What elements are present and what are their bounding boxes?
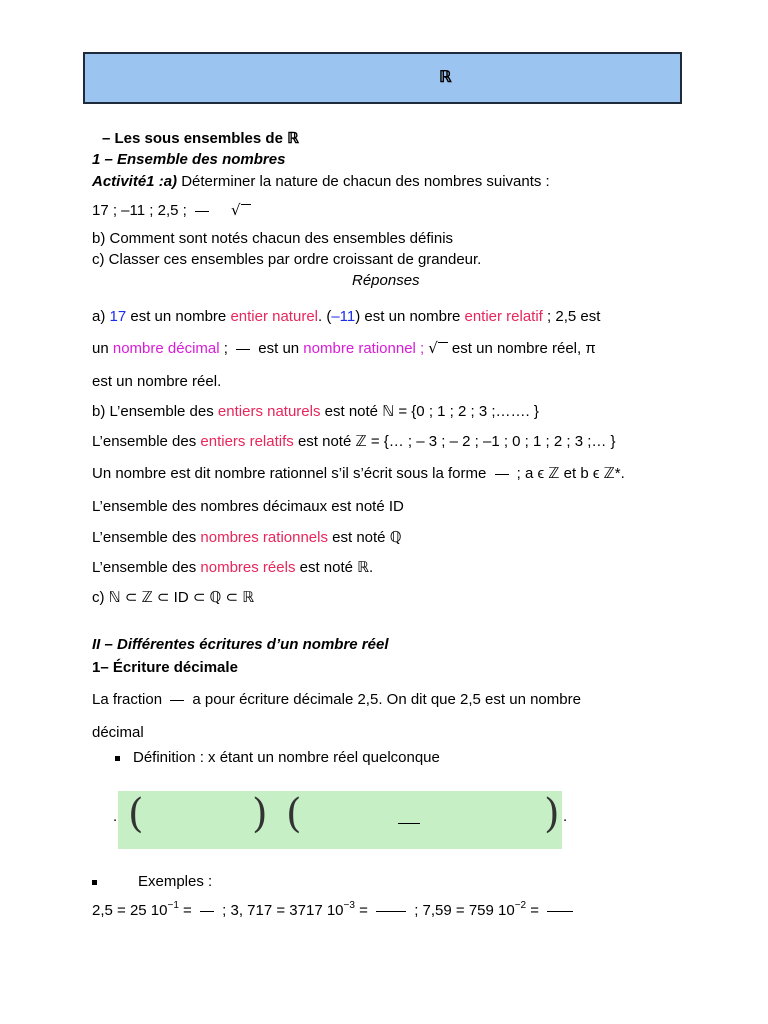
fraction-sentence xyxy=(92,691,581,708)
sqrt-bar xyxy=(241,204,251,205)
reals-set xyxy=(92,558,373,576)
fraction-bar xyxy=(200,911,214,912)
text: Un nombre est dit nombre rationnel s’il s’écrit sous la forme xyxy=(92,465,491,482)
text: ; a ϵ ℤ et b ϵ ℤ*. xyxy=(512,465,625,482)
fraction-bar xyxy=(170,700,184,701)
example-2: ; 3, 717 = 3717 10 xyxy=(218,902,344,919)
exponent: −2 xyxy=(514,900,527,911)
fraction-bar xyxy=(376,911,406,912)
fraction-bar xyxy=(398,823,420,824)
fraction-bar xyxy=(195,211,209,212)
sqrt-bar xyxy=(438,342,448,343)
fraction-bar xyxy=(236,349,250,350)
activity-label: Activité1 :a) xyxy=(92,173,178,190)
question-c: c) Classer ces ensembles par ordre croissant de grandeur. xyxy=(92,251,482,268)
text: = xyxy=(354,902,373,919)
definition-text: Définition : x étant un nombre réel quelconque xyxy=(133,749,440,766)
rationals-set xyxy=(92,528,402,546)
dot: . xyxy=(113,808,118,825)
subheading-numbers: 1 – Ensemble des nombres xyxy=(92,151,286,168)
text: est un nombre réel, π xyxy=(447,340,596,357)
fraction-bar xyxy=(495,474,509,475)
term-nombre-decimal: nombre décimal xyxy=(112,340,220,357)
text: L’ensemble des xyxy=(92,433,201,450)
section-heading-real-writing: II – Différentes écritures d’un nombre réel xyxy=(92,636,389,653)
subheading-decimal-writing: 1– Écriture décimale xyxy=(92,659,238,676)
text: est noté ℕ = {0 ; 1 ; 2 ; 3 ;……. } xyxy=(320,403,539,420)
text: ; xyxy=(219,340,233,357)
term-entier-naturel: entier naturel xyxy=(230,308,318,325)
answer-a-line3: est un nombre réel. xyxy=(92,373,222,390)
text: est un xyxy=(254,340,304,357)
activity-line xyxy=(92,173,550,190)
term-entiers-naturels: entiers naturels xyxy=(217,403,321,420)
text: est noté ℤ = {… ; – 3 ; – 2 ; –1 ; 0 ; 1 ; 2 ; 3 ;… } xyxy=(293,433,616,450)
inclusion-chain: c) ℕ ⊂ ℤ ⊂ ID ⊂ ℚ ⊂ ℝ xyxy=(92,589,255,606)
examples-line xyxy=(92,902,577,919)
right-paren: ) xyxy=(252,791,268,837)
bullet-icon xyxy=(115,756,120,761)
sqrt-symbol: √ xyxy=(230,201,241,219)
text: L’ensemble des xyxy=(92,529,201,546)
text: L’ensemble des xyxy=(92,559,201,576)
numbers-text: 17 ; –11 ; 2,5 ; xyxy=(92,202,191,219)
answer-a-prefix: a) xyxy=(92,308,110,325)
rational-definition xyxy=(92,464,625,482)
examples-item xyxy=(92,873,212,890)
text: est noté ℝ. xyxy=(295,559,374,576)
left-paren: ( xyxy=(286,791,302,837)
term-nombre-rationnel: nombre rationnel ; xyxy=(303,340,425,357)
definition-item xyxy=(115,749,440,766)
bullet-icon xyxy=(92,880,97,885)
number-minus-11: –11 xyxy=(331,308,356,325)
title-banner xyxy=(83,52,682,104)
term-nombres-reels: nombres réels xyxy=(200,559,296,576)
answers-label: Réponses xyxy=(352,272,420,289)
number-17: 17 xyxy=(109,308,127,325)
term-entiers-relatifs: entiers relatifs xyxy=(200,433,294,450)
fraction-sentence-end: décimal xyxy=(92,724,144,741)
text: ) est un nombre xyxy=(355,308,465,325)
text: un xyxy=(92,340,113,357)
text: La fraction xyxy=(92,691,167,708)
definition-formula-box xyxy=(118,791,562,849)
text: ; 2,5 est xyxy=(542,308,601,325)
activity-text: Déterminer la nature de chacun des nombres suivants : xyxy=(177,173,550,190)
text: = xyxy=(526,902,544,919)
answer-a-line2 xyxy=(92,339,596,357)
text: . ( xyxy=(318,308,332,325)
text: b) L’ensemble des xyxy=(92,403,218,420)
text: = xyxy=(178,902,196,919)
right-paren: ) xyxy=(544,791,560,837)
decimals-set: L’ensemble des nombres décimaux est noté ID xyxy=(92,498,404,515)
term-entier-relatif: entier relatif xyxy=(464,308,543,325)
numbers-list xyxy=(92,201,251,219)
answer-a-line1 xyxy=(92,308,600,325)
examples-label: Exemples : xyxy=(138,873,213,890)
example-3: ; 7,59 = 759 10 xyxy=(410,902,515,919)
text: est un nombre xyxy=(126,308,231,325)
page-title: ℝ xyxy=(439,69,452,86)
exponent: −3 xyxy=(343,900,355,911)
left-paren: ( xyxy=(128,791,144,837)
section-heading-subsets: – Les sous ensembles de ℝ xyxy=(102,130,299,147)
sqrt-symbol: √ xyxy=(428,339,438,357)
fraction-bar xyxy=(547,911,573,912)
text: a pour écriture décimale 2,5. On dit que 2,5 est un nombre xyxy=(188,691,581,708)
answer-b-integers xyxy=(92,432,616,450)
answer-b-naturals xyxy=(92,402,539,420)
example-1: 2,5 = 25 10 xyxy=(92,902,168,919)
question-b: b) Comment sont notés chacun des ensembles définis xyxy=(92,230,454,247)
term-nombres-rationnels: nombres rationnels xyxy=(200,529,328,546)
text: est noté ℚ xyxy=(327,529,402,546)
dot: . xyxy=(563,808,568,825)
exponent: −1 xyxy=(167,900,179,911)
